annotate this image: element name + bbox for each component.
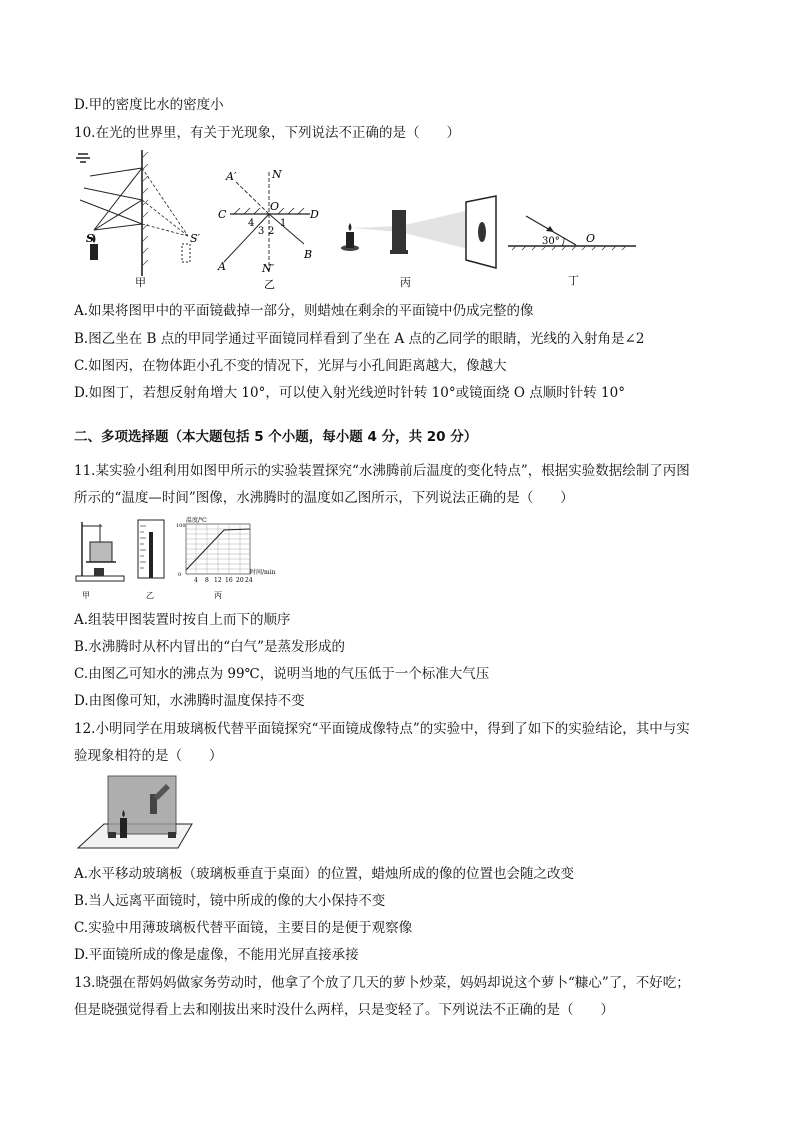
q12-stem-line1: 12.小明同学在用玻璃板代替平面镜探究“平面镜成像特点”的实验中，得到了如下的实验结论，其中与实	[74, 721, 690, 737]
q10-option-d: D.如图丁，若想反射角增大 10°，可以使入射光线逆时针转 10°或镜面绕 O 点顺时针转 10°	[74, 385, 625, 401]
q10-stem: 10.在光的世界里，有关于光现象，下列说法不正确的是（ ）	[74, 125, 460, 141]
caption-ding: 丁	[568, 274, 579, 287]
q12-option-d: D.平面镜所成的像是虚像，不能用光屏直接承接	[74, 947, 359, 963]
candle	[346, 232, 354, 248]
caption-jia: 甲	[82, 591, 90, 600]
q11-figure	[74, 517, 276, 602]
q10-option-b: B.图乙坐在 B 点的甲同学通过平面镜同样看到了坐在 A 点的乙同学的眼睛，光线的入射角是∠2	[74, 331, 645, 347]
label-B: B	[304, 248, 313, 261]
q12-option-a: A.水平移动玻璃板（玻璃板垂直于桌面）的位置，蜡烛所成的像的位置也会随之改变	[74, 866, 575, 882]
pinhole-board	[392, 210, 406, 250]
x-tick: 4	[194, 577, 198, 584]
y-tick: 100	[176, 523, 186, 529]
q12-option-c: C.实验中用薄玻璃板代替平面镜，主要目的是便于观察像	[74, 920, 413, 936]
y-tick: 0	[178, 572, 182, 578]
q11-stem-line1: 11.某实验小组利用如图甲所示的实验装置探究“水沸腾前后温度的变化特点”，根据实验数据绘制了丙图	[74, 463, 690, 479]
q10-figure-jia	[72, 148, 202, 288]
label-N: N	[272, 168, 282, 181]
caption-jia: 甲	[135, 276, 146, 289]
temp-axis-label: 温度/℃	[186, 517, 207, 524]
alcohol-lamp	[94, 568, 104, 576]
q10-option-a: A.如果将图甲中的平面镜截掉一部分，则蜡烛在剩余的平面镜中仍成完整的像	[74, 303, 534, 319]
caption-yi: 乙	[146, 591, 154, 600]
temp-time-graph	[176, 516, 276, 584]
label-3: 3	[258, 226, 265, 237]
x-tick: 8	[205, 577, 209, 584]
q10-figure-yi	[214, 166, 324, 290]
q13-stem-line2: 但是晓强觉得看上去和刚拔出来时没什么两样，只是变轻了。下列说法不正确的是（ ）	[74, 1002, 614, 1018]
eye-icon	[76, 154, 90, 162]
label-S: S	[86, 232, 94, 245]
arrow-icon	[546, 226, 554, 232]
beaker	[90, 542, 112, 562]
q11-option-b: B.水沸腾时从杯内冒出的“白气”是蒸发形成的	[74, 639, 346, 655]
label-N-prime: N′	[262, 262, 275, 275]
label-A-prime: A′	[226, 170, 237, 183]
q11-stem-line2: 所示的“温度—时间”图像，水沸腾时的温度如乙图所示，下列说法正确的是（ ）	[74, 490, 574, 506]
label-4: 4	[248, 218, 255, 229]
label-S-prime: S′	[190, 232, 201, 245]
q10-figure-ding	[508, 210, 642, 290]
q9-option-d: D.甲的密度比水的密度小	[74, 97, 224, 113]
label-1: 1	[280, 218, 287, 229]
caption-bing: 丙	[400, 276, 411, 289]
q10-figure-bing	[336, 196, 502, 290]
label-2: 2	[268, 226, 275, 237]
caption-bing: 丙	[214, 591, 222, 600]
label-C: C	[218, 208, 227, 221]
q11-option-d: D.由图像可知，水沸腾时温度保持不变	[74, 693, 305, 709]
q12-stem-line2: 验现象相符的是（ ）	[74, 748, 223, 764]
candle-image	[182, 244, 190, 262]
x-tick: 20	[236, 577, 244, 584]
section-2-heading: 二、多项选择题（本大题包括 5 个小题，每小题 4 分，共 20 分）	[74, 429, 478, 445]
q11-option-a: A.组装甲图装置时按自上而下的顺序	[74, 612, 291, 628]
q10-option-c: C.如图丙，在物体距小孔不变的情况下，光屏与小孔间距离越大，像越大	[74, 358, 507, 374]
q11-option-c: C.由图乙可知水的沸点为 99℃，说明当地的气压低于一个标准大气压	[74, 666, 490, 682]
x-tick: 24	[245, 577, 253, 584]
label-D: D	[310, 208, 319, 221]
label-30deg: 30°	[542, 236, 560, 247]
q13-stem-line1: 13.晓强在帮妈妈做家务劳动时，他拿了个放了几天的萝卜炒菜，妈妈却说这个萝卜“糠心”了，不好吃；	[74, 975, 690, 991]
x-tick: 16	[225, 577, 233, 584]
time-axis-label: 时间/min	[250, 569, 276, 576]
label-A: A	[218, 260, 226, 273]
candle-a	[120, 818, 127, 838]
q12-figure	[74, 774, 194, 854]
caption-yi: 乙	[264, 278, 275, 291]
candle	[90, 244, 98, 260]
q12-option-b: B.当人远离平面镜时，镜中所成的像的大小保持不变	[74, 893, 386, 909]
x-tick: 12	[214, 577, 222, 584]
label-O: O	[586, 232, 596, 245]
label-O: O	[270, 200, 280, 213]
